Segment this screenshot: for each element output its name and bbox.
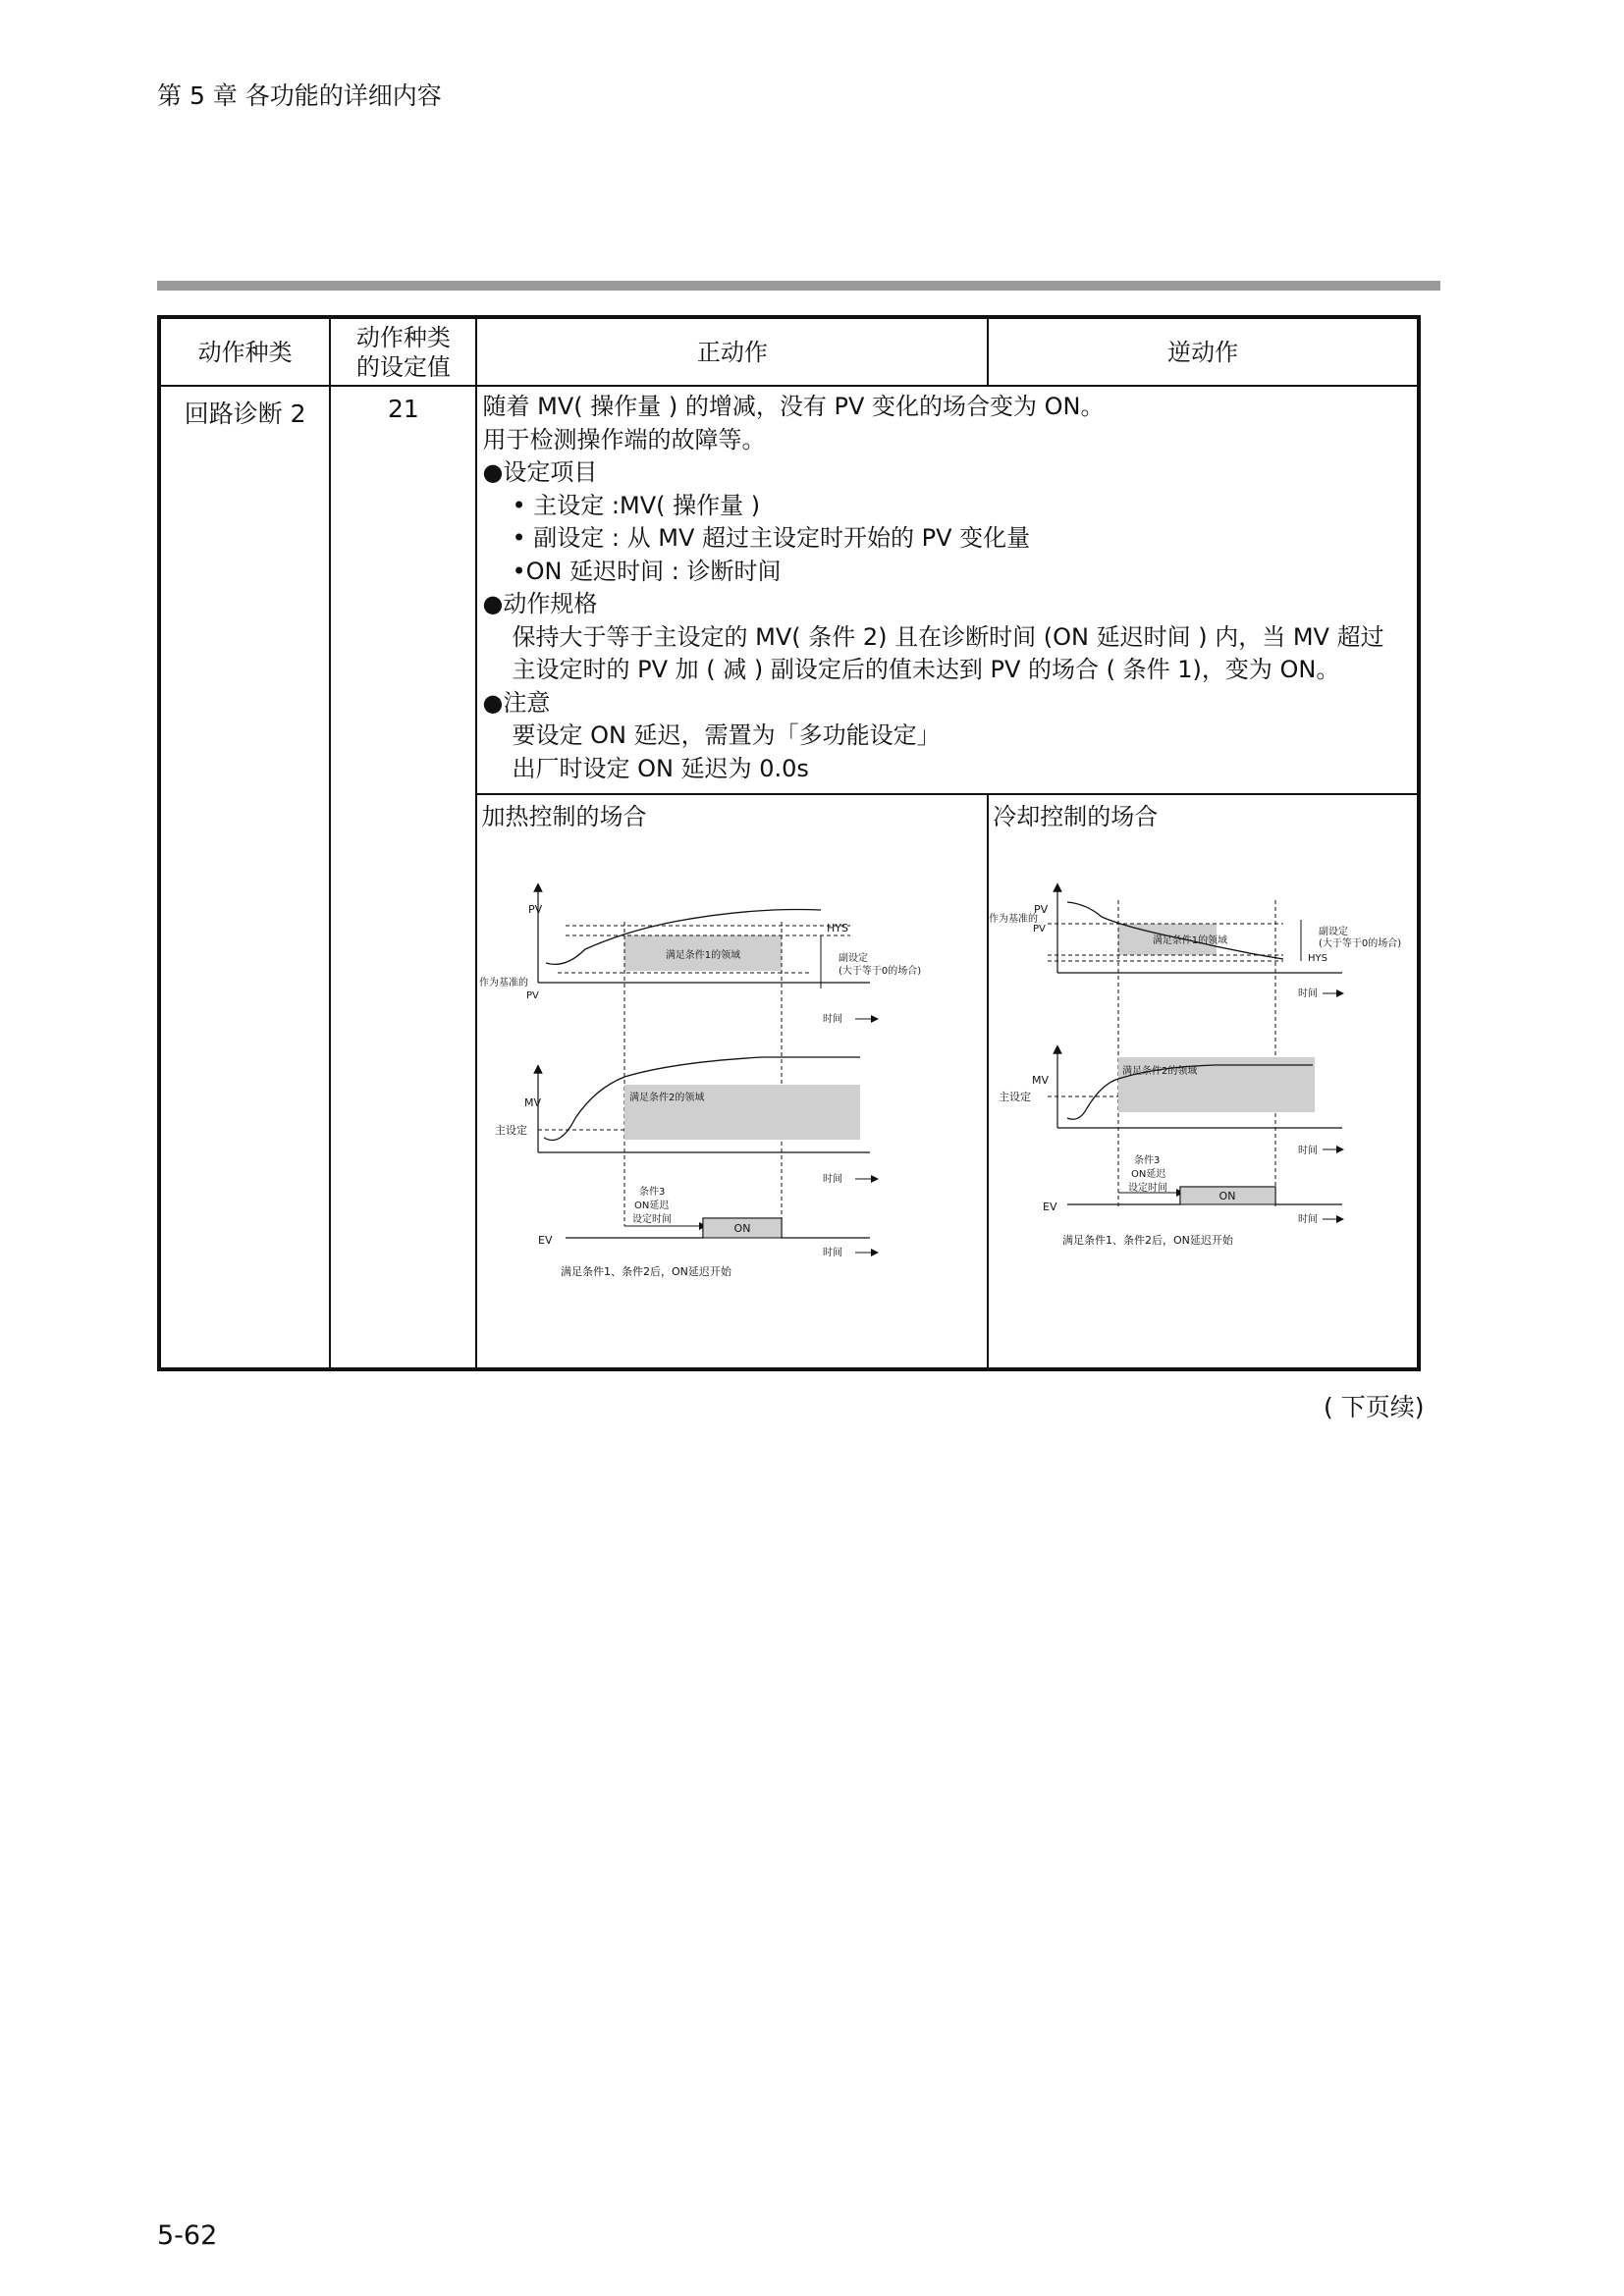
section-heading: ●注意 bbox=[482, 688, 551, 717]
heating-cond3-label: 条件3 bbox=[639, 1187, 666, 1198]
svg-text:设定时间: 设定时间 bbox=[632, 1214, 673, 1225]
svg-text:PV: PV bbox=[1033, 924, 1047, 934]
header-rule bbox=[157, 281, 1440, 291]
desc-line: •ON 延迟时间 : 诊断时间 bbox=[512, 557, 782, 585]
cooling-diagram bbox=[989, 833, 1412, 1363]
heating-time-label-1: 时间 bbox=[823, 1014, 843, 1025]
cooling-ev-label: EV bbox=[1043, 1201, 1057, 1213]
heating-pv-label: PV bbox=[528, 903, 543, 916]
heating-diagram bbox=[477, 833, 982, 1363]
cooling-diagram-cell bbox=[988, 794, 1419, 1369]
function-table bbox=[157, 315, 1421, 1371]
cooling-ref-pv-label: 作为基准的 bbox=[989, 914, 1039, 925]
svg-text:PV: PV bbox=[526, 990, 540, 1001]
desc-line: • 主设定 :MV( 操作量 ) bbox=[512, 491, 761, 519]
header-value: 动作种类 的设定值 bbox=[330, 317, 476, 386]
heating-ev-label: EV bbox=[538, 1234, 553, 1247]
svg-text:(大于等于0的场合): (大于等于0的场合) bbox=[839, 966, 922, 977]
heating-region2-label: 满足条件2的领域 bbox=[629, 1093, 705, 1103]
heating-time-label-2: 时间 bbox=[823, 1174, 843, 1185]
svg-text:设定时间: 设定时间 bbox=[1128, 1183, 1168, 1194]
svg-text:副设定: 副设定 bbox=[1319, 927, 1349, 937]
heating-main-set-label: 主设定 bbox=[495, 1124, 528, 1137]
continued-note: ( 下页续) bbox=[1324, 1393, 1425, 1421]
row-type: 回路诊断 2 bbox=[159, 386, 330, 1369]
heating-ev-on-label: ON bbox=[734, 1222, 751, 1235]
cooling-mv-label: MV bbox=[1032, 1074, 1050, 1087]
heating-title: 加热控制的场合 bbox=[481, 803, 647, 830]
section-heading: ●动作规格 bbox=[482, 590, 598, 617]
cooling-region1-label: 满足条件1的领域 bbox=[1153, 935, 1228, 946]
svg-text:(大于等于0的场合): (大于等于0的场合) bbox=[1319, 938, 1402, 949]
cooling-pv-label: PV bbox=[1034, 903, 1049, 916]
chapter-header: 第 5 章 各功能的详细内容 bbox=[157, 81, 442, 110]
desc-line: • 副设定 : 从 MV 超过主设定时开始的 PV 变化量 bbox=[512, 524, 1031, 552]
heating-ref-pv-label: 作为基准的 bbox=[479, 978, 529, 988]
svg-text:ON延迟: ON延迟 bbox=[634, 1201, 670, 1211]
svg-text:副设定: 副设定 bbox=[839, 953, 869, 964]
cooling-title: 冷却控制的场合 bbox=[993, 803, 1159, 830]
cooling-time-label-2: 时间 bbox=[1298, 1146, 1319, 1156]
svg-text:ON延迟: ON延迟 bbox=[1131, 1169, 1166, 1180]
desc-line: 用于检测操作端的故障等。 bbox=[482, 425, 766, 454]
cooling-time-label-3: 时间 bbox=[1298, 1214, 1319, 1225]
heating-mv-label: MV bbox=[524, 1096, 542, 1109]
cooling-time-label-1: 时间 bbox=[1298, 988, 1319, 999]
header-forward: 正动作 bbox=[476, 317, 988, 386]
cooling-region2-label: 满足条件2的领域 bbox=[1122, 1066, 1198, 1077]
desc-line: 出厂时设定 ON 延迟为 0.0s bbox=[512, 754, 809, 782]
heating-diagram-cell bbox=[476, 794, 988, 1369]
cooling-hys-label: HYS bbox=[1308, 953, 1328, 964]
desc-line: 主设定时的 PV 加 ( 减 ) 副设定后的值未达到 PV 的场合 ( 条件 1)，变为 ON。 bbox=[512, 656, 1340, 683]
section-heading: ●设定项目 bbox=[482, 458, 598, 486]
heating-region1-label: 满足条件1的领域 bbox=[666, 950, 741, 961]
header-reverse: 逆动作 bbox=[988, 317, 1419, 386]
cooling-cond3-label: 条件3 bbox=[1134, 1155, 1161, 1166]
cooling-ev-on-label: ON bbox=[1218, 1190, 1236, 1202]
desc-line: 随着 MV( 操作量 ) 的增减，没有 PV 变化的场合变为 ON。 bbox=[482, 393, 1105, 420]
heating-footnote: 满足条件1、条件2后，ON延迟开始 bbox=[561, 1265, 732, 1278]
heating-time-label-3: 时间 bbox=[823, 1248, 843, 1258]
desc-line: 要设定 ON 延迟，需置为「多功能设定」 bbox=[512, 721, 941, 749]
cooling-main-set-label: 主设定 bbox=[999, 1091, 1032, 1103]
page-number: 5-62 bbox=[157, 2220, 218, 2251]
heating-hys-label: HYS bbox=[827, 922, 849, 934]
desc-line: 保持大于等于主设定的 MV( 条件 2) 且在诊断时间 (ON 延迟时间 ) 内，当 MV 超过 bbox=[512, 622, 1384, 651]
header-type: 动作种类 bbox=[159, 317, 330, 386]
cooling-footnote: 满足条件1、条件2后，ON延迟开始 bbox=[1062, 1234, 1234, 1247]
row-description bbox=[476, 386, 1419, 794]
row-value: 21 bbox=[330, 386, 476, 1369]
